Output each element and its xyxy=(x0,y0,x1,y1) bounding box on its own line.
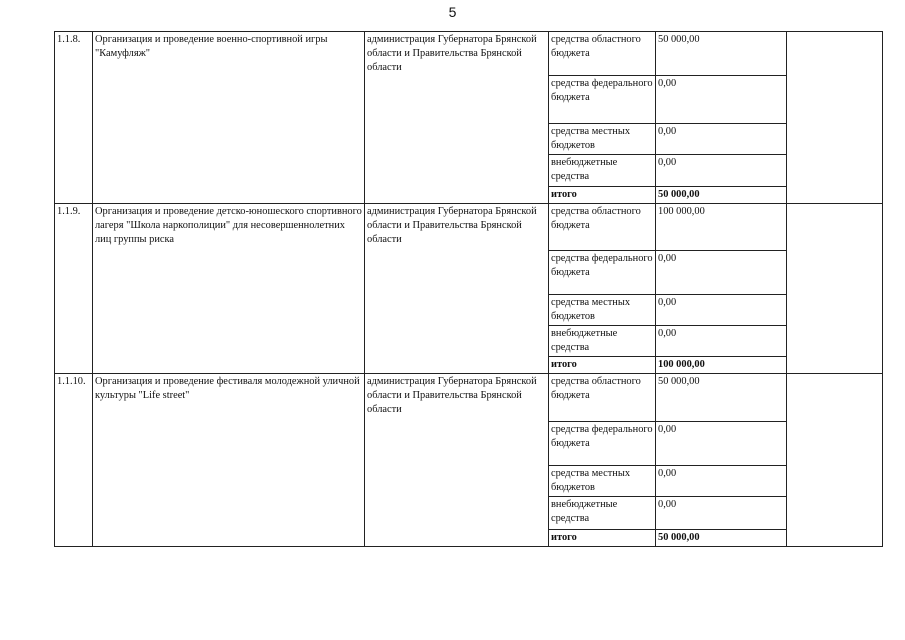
funding-amount: 0,00 xyxy=(656,466,787,497)
item-name: Организация и проведение военно-спортивной игры "Камуфляж" xyxy=(93,32,365,204)
total-amount: 50 000,00 xyxy=(656,187,787,204)
page-number: 5 xyxy=(448,4,457,20)
funding-source: средства федерального бюджета xyxy=(549,251,656,295)
budget-table xyxy=(54,31,883,547)
funding-amount: 0,00 xyxy=(656,124,787,155)
funding-source: средства областного бюджета xyxy=(549,204,656,251)
funding-source: средства местных бюджетов xyxy=(549,124,656,155)
funding-amount: 50 000,00 xyxy=(656,374,787,422)
item-name: Организация и проведение фестиваля молодежной уличной культуры "Life street" xyxy=(93,374,365,547)
funding-source: внебюджетные средства xyxy=(549,155,656,187)
total-amount: 50 000,00 xyxy=(656,530,787,547)
item-number: 1.1.9. xyxy=(55,204,93,374)
funding-amount: 50 000,00 xyxy=(656,32,787,76)
item-number: 1.1.10. xyxy=(55,374,93,547)
funding-amount: 100 000,00 xyxy=(656,204,787,251)
funding-source: средства федерального бюджета xyxy=(549,76,656,124)
item-number: 1.1.8. xyxy=(55,32,93,204)
funding-amount: 0,00 xyxy=(656,295,787,326)
item-executor: администрация Губернатора Брянской области и Правительства Брянской области xyxy=(365,32,549,204)
funding-source: средства федерального бюджета xyxy=(549,422,656,466)
table-row xyxy=(55,374,883,422)
funding-source: средства областного бюджета xyxy=(549,374,656,422)
funding-amount: 0,00 xyxy=(656,251,787,295)
total-label: итого xyxy=(549,357,656,374)
total-label: итого xyxy=(549,530,656,547)
funding-source: внебюджетные средства xyxy=(549,326,656,357)
table-row xyxy=(55,204,883,251)
funding-source: средства местных бюджетов xyxy=(549,295,656,326)
item-executor: администрация Губернатора Брянской области и Правительства Брянской области xyxy=(365,374,549,547)
item-name: Организация и проведение детско-юношеского спортивного лагеря "Школа наркополиции" для несовершеннолетних лиц группы риска xyxy=(93,204,365,374)
funding-amount: 0,00 xyxy=(656,422,787,466)
item-executor: администрация Губернатора Брянской области и Правительства Брянской области xyxy=(365,204,549,374)
funding-source: внебюджетные средства xyxy=(549,497,656,530)
empty-cell xyxy=(787,374,883,547)
funding-amount: 0,00 xyxy=(656,326,787,357)
funding-source: средства местных бюджетов xyxy=(549,466,656,497)
funding-amount: 0,00 xyxy=(656,76,787,124)
table-row xyxy=(55,32,883,76)
empty-cell xyxy=(787,32,883,204)
funding-amount: 0,00 xyxy=(656,497,787,530)
funding-amount: 0,00 xyxy=(656,155,787,187)
funding-source: средства областного бюджета xyxy=(549,32,656,76)
empty-cell xyxy=(787,204,883,374)
total-label: итого xyxy=(549,187,656,204)
total-amount: 100 000,00 xyxy=(656,357,787,374)
